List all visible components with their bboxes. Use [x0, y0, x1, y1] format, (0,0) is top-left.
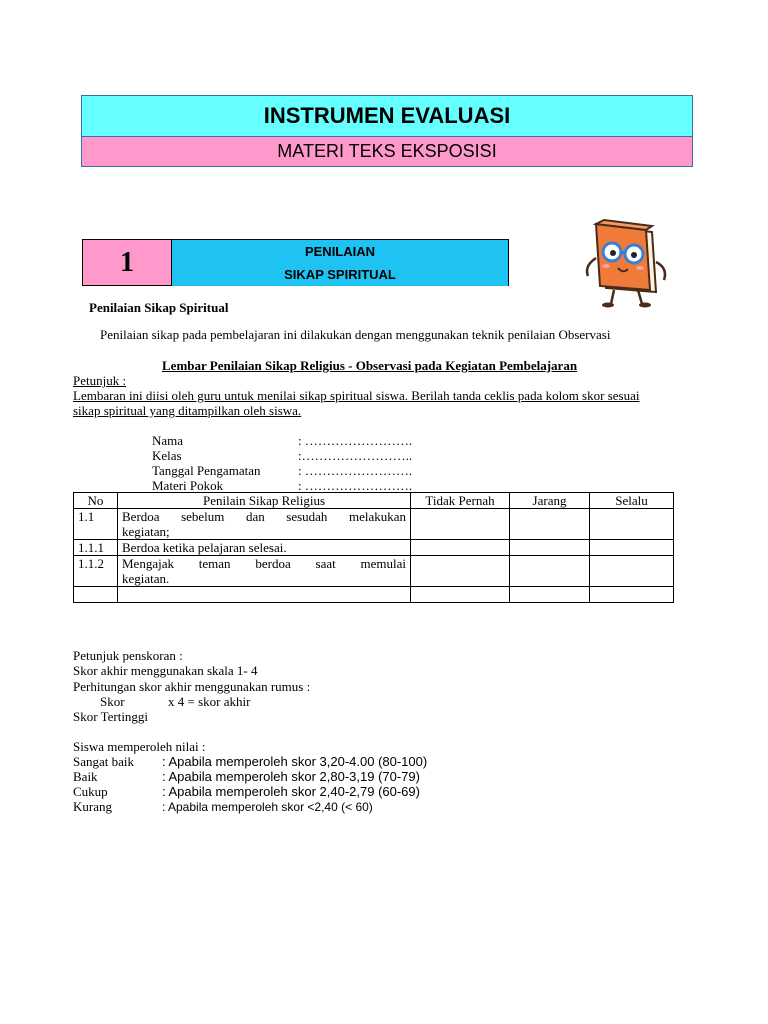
grade-row	[73, 784, 420, 799]
section-label-top: PENILAIAN	[172, 240, 508, 264]
row-statement	[118, 556, 411, 587]
identity-value-tanggal: : …………………….	[298, 463, 413, 478]
formula-numerator: Skor	[100, 694, 125, 709]
book-mascot-icon	[576, 218, 676, 310]
scoring-label: Petunjuk penskoran :	[73, 648, 183, 663]
checkbox-cell-selalu[interactable]	[590, 540, 674, 556]
row-statement-line: Berdoa sebelum dan sesudah melakukan	[122, 509, 406, 524]
section-number: 1	[82, 239, 172, 286]
table-row	[74, 509, 674, 540]
title-box	[81, 95, 693, 167]
grade-name: Cukup	[73, 784, 108, 799]
grade-name: Baik	[73, 769, 98, 784]
col-header-sikap: Penilain Sikap Religius	[118, 493, 411, 509]
row-statement: Berdoa ketika pelajaran selesai.	[118, 540, 411, 556]
identity-label-tanggal: Tanggal Pengamatan	[152, 463, 261, 478]
instruction-line-2: sikap spiritual yang ditampilkan oleh siswa.	[73, 403, 302, 418]
checkbox-cell-tidak-pernah[interactable]	[411, 556, 510, 587]
scoring-line-2: Perhitungan skor akhir menggunakan rumus :	[73, 679, 311, 694]
page-title: INSTRUMEN EVALUASI	[82, 96, 692, 137]
row-no: 1.1.1	[74, 540, 118, 556]
checkbox-cell-jarang[interactable]	[510, 509, 590, 540]
grade-row	[73, 769, 420, 784]
table-row	[74, 556, 674, 587]
intro-heading: Penilaian Sikap Spiritual	[89, 300, 229, 315]
row-statement-line: kegiatan.	[122, 571, 170, 586]
grade-row	[73, 799, 373, 815]
grade-desc: : Apabila memperoleh skor 2,40-2,79 (60-69)	[162, 784, 420, 799]
checkbox-cell-selalu[interactable]	[590, 556, 674, 587]
col-header-tidak-pernah: Tidak Pernah	[411, 493, 510, 509]
formula-expression: x 4 = skor akhir	[168, 694, 251, 709]
row-statement-line: kegiatan;	[122, 524, 170, 539]
checkbox-cell-jarang[interactable]	[510, 540, 590, 556]
checkbox-cell-jarang[interactable]	[510, 587, 590, 603]
row-statement	[118, 509, 411, 540]
checkbox-cell-tidak-pernah[interactable]	[411, 540, 510, 556]
row-no	[74, 587, 118, 603]
instruction-line-1: Lembaran ini diisi oleh guru untuk menilai sikap spiritual siswa. Berilah tanda ceklis pada kolom skor sesuai	[73, 388, 640, 403]
identity-value-materi: : …………………….	[298, 478, 413, 493]
formula-denominator: Skor Tertinggi	[73, 709, 149, 724]
checkbox-cell-jarang[interactable]	[510, 556, 590, 587]
col-header-no: No	[74, 493, 118, 509]
row-statement	[118, 587, 411, 603]
assessment-table	[73, 492, 674, 603]
identity-label-kelas: Kelas	[152, 448, 182, 463]
grade-desc: : Apabila memperoleh skor <2,40 (< 60)	[162, 800, 373, 814]
table-row	[74, 540, 674, 556]
intro-paragraph: Penilaian sikap pada pembelajaran ini dilakukan dengan menggunakan teknik penilaian Observasi	[100, 327, 611, 342]
grades-label: Siswa memperoleh nilai :	[73, 739, 206, 754]
row-no: 1.1	[74, 509, 118, 540]
checkbox-cell-tidak-pernah[interactable]	[411, 587, 510, 603]
scoring-line-1: Skor akhir menggunakan skala 1- 4	[73, 663, 258, 678]
section-label-bottom: SIKAP SPIRITUAL	[172, 263, 508, 286]
identity-label-materi: Materi Pokok	[152, 478, 224, 493]
checkbox-cell-tidak-pernah[interactable]	[411, 509, 510, 540]
row-no: 1.1.2	[74, 556, 118, 587]
table-row-empty	[74, 587, 674, 603]
page-subtitle: MATERI TEKS EKSPOSISI	[82, 137, 692, 166]
col-header-jarang: Jarang	[510, 493, 590, 509]
col-header-selalu: Selalu	[590, 493, 674, 509]
section-label-box	[171, 239, 509, 286]
row-statement-line: Mengajak teman berdoa saat memulai	[122, 556, 406, 571]
grade-name: Sangat baik	[73, 754, 135, 769]
grade-desc: : Apabila memperoleh skor 3,20-4.00 (80-100)	[162, 754, 428, 769]
instruction-label: Petunjuk :	[73, 373, 127, 388]
grade-desc: : Apabila memperoleh skor 2,80-3,19 (70-79)	[162, 769, 420, 784]
identity-label-nama: Nama	[152, 433, 184, 448]
identity-value-kelas: :……………………..	[298, 448, 413, 463]
checkbox-cell-selalu[interactable]	[590, 509, 674, 540]
sheet-title: Lembar Penilaian Sikap Religius - Observasi pada Kegiatan Pembelajaran	[162, 358, 578, 373]
identity-value-nama: : …………………….	[298, 433, 413, 448]
table-header-row	[74, 493, 674, 509]
grade-row	[73, 754, 427, 769]
checkbox-cell-selalu[interactable]	[590, 587, 674, 603]
grade-name: Kurang	[73, 799, 112, 814]
